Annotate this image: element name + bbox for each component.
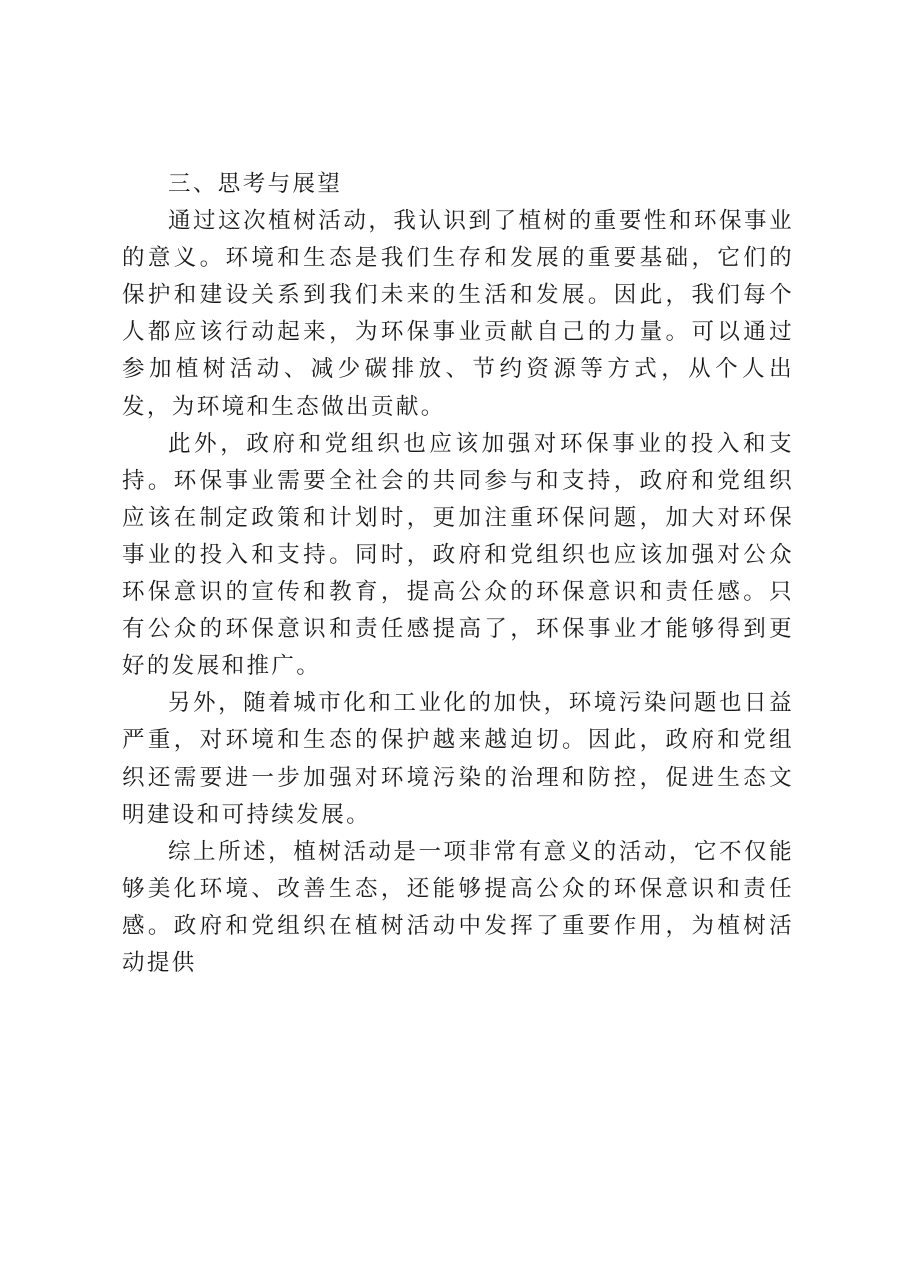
paragraph-summary: 综上所述，植树活动是一项非常有意义的活动，它不仅能够美化环境、改善生态，还能够提高公众的环保意识和责任感。政府和党组织在植树活动中发挥了重要作用，为植树活动提供 — [122, 838, 794, 976]
paragraph-government-support: 此外，政府和党组织也应该加强对环保事业的投入和支持。环保事业需要全社会的共同参与和支持，政府和党组织应该在制定政策和计划时，更加注重环保问题，加大对环保事业的投入和支持。同时，政府和党组织也应该加强对公众环保意识的宣传和教育，提高公众的环保意识和责任感。只有公众的环保意识和责任感提高了，环保事业才能够得到更好的发展和推广。 — [122, 430, 794, 680]
document-body — [122, 166, 794, 982]
paragraph-reflection: 通过这次植树活动，我认识到了植树的重要性和环保事业的意义。环境和生态是我们生存和发展的重要基础，它们的保护和建设关系到我们未来的生活和发展。因此，我们每个人都应该行动起来，为环保事业贡献自己的力量。可以通过参加植树活动、减少碳排放、节约资源等方式，从个人出发，为环境和生态做出贡献。 — [122, 208, 794, 420]
paragraph-pollution-control: 另外，随着城市化和工业化的加快，环境污染问题也日益严重，对环境和生态的保护越来越迫切。因此，政府和党组织还需要进一步加强对环境污染的治理和防控，促进生态文明建设和可持续发展。 — [122, 690, 794, 828]
section-heading: 三、思考与展望 — [168, 171, 343, 197]
